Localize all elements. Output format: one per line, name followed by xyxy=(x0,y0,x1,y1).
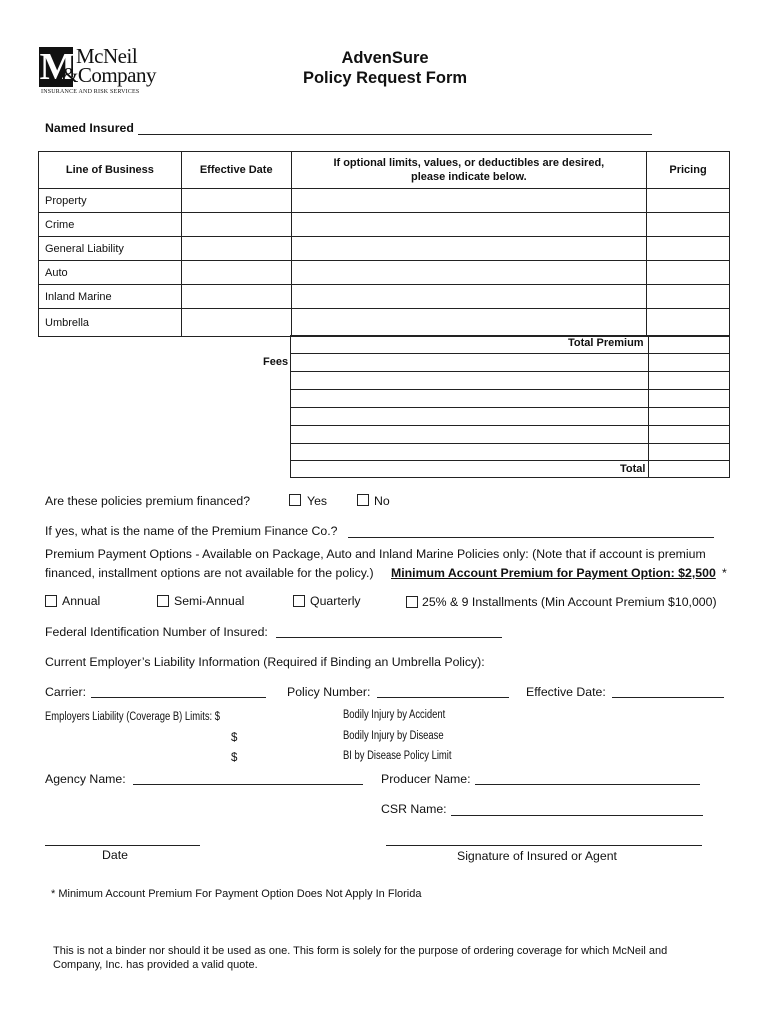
el-limits-label: Employers Liability (Coverage B) Limits: $ xyxy=(45,711,221,723)
financed-yes-label: Yes xyxy=(307,494,328,508)
line-umbrella: Umbrella xyxy=(39,309,182,337)
line-inland-marine: Inland Marine xyxy=(39,285,182,309)
named-insured-field[interactable] xyxy=(138,134,652,135)
table-row xyxy=(39,309,730,337)
carrier-label: Carrier: xyxy=(45,685,86,699)
property-pricing-cell[interactable] xyxy=(647,189,730,213)
limit-dollar-3: $ xyxy=(231,752,238,764)
finance-company-field[interactable] xyxy=(348,537,714,538)
policy-number-label: Policy Number: xyxy=(287,685,371,699)
installments-checkbox[interactable] xyxy=(406,596,418,608)
employer-liability-heading: Current Employer’s Liability Information (Required if Binding an Umbrella Policy): xyxy=(45,655,485,669)
header-optional-limits: If optional limits, values, or deductibles are desired, please indicate below. xyxy=(291,152,646,189)
umbrella-effective-date-cell[interactable] xyxy=(181,309,291,337)
umbrella-pricing-cell[interactable] xyxy=(647,309,730,337)
auto-effective-date-cell[interactable] xyxy=(181,261,291,285)
inland-marine-optional-cell[interactable] xyxy=(291,285,646,309)
fees-label: Fees xyxy=(263,356,289,368)
signature-field[interactable] xyxy=(386,845,702,846)
line-property: Property xyxy=(39,189,182,213)
quarterly-checkbox[interactable] xyxy=(293,595,305,607)
line-crime: Crime xyxy=(39,213,182,237)
policy-number-field[interactable] xyxy=(377,697,509,698)
grid-row-line xyxy=(291,353,729,354)
header-pricing: Pricing xyxy=(647,152,730,189)
general-liability-pricing-cell[interactable] xyxy=(647,237,730,261)
table-row xyxy=(39,189,730,213)
fein-label: Federal Identification Number of Insured: xyxy=(45,625,268,639)
date-label: Date xyxy=(102,848,128,862)
effective-date-label: Effective Date: xyxy=(526,685,606,699)
carrier-field[interactable] xyxy=(91,697,266,698)
annual-label: Annual xyxy=(62,594,101,608)
limit-bodily-injury-disease: Bodily Injury by Disease xyxy=(343,730,444,742)
producer-name-field[interactable] xyxy=(475,784,700,785)
limit-dollar-2: $ xyxy=(231,732,238,744)
minimum-premium-asterisk: * xyxy=(722,566,727,580)
quarterly-label: Quarterly xyxy=(310,594,361,608)
header-line-of-business: Line of Business xyxy=(39,152,182,189)
florida-footnote: * Minimum Account Premium For Payment Option Does Not Apply In Florida xyxy=(51,888,422,900)
financed-no-checkbox[interactable] xyxy=(357,494,369,506)
agency-name-label: Agency Name: xyxy=(45,772,126,786)
total-premium-label: Total Premium xyxy=(568,337,644,349)
payment-options-text-line1: Premium Payment Options - Available on Package, Auto and Inland Marine Policies only: (Note that if account is premium xyxy=(45,547,706,561)
installments-label: 25% & 9 Installments (Min Account Premium $10,000) xyxy=(422,595,717,609)
line-general-liability: General Liability xyxy=(39,237,182,261)
fein-field[interactable] xyxy=(276,637,502,638)
fees-grid xyxy=(290,335,730,478)
minimum-premium-note: Minimum Account Premium for Payment Option: $2,500 xyxy=(391,566,716,580)
table-row xyxy=(39,261,730,285)
logo-mark: M xyxy=(39,46,73,88)
table-header-row xyxy=(39,152,730,189)
inland-marine-effective-date-cell[interactable] xyxy=(181,285,291,309)
table-row xyxy=(39,213,730,237)
property-optional-cell[interactable] xyxy=(291,189,646,213)
property-effective-date-cell[interactable] xyxy=(181,189,291,213)
coverage-table xyxy=(38,151,730,337)
form-title: AdvenSure xyxy=(341,49,429,67)
header-effective-date: Effective Date xyxy=(181,152,291,189)
named-insured-label: Named Insured xyxy=(45,121,134,135)
csr-name-label: CSR Name: xyxy=(381,802,447,816)
auto-optional-cell[interactable] xyxy=(291,261,646,285)
csr-name-field[interactable] xyxy=(451,815,703,816)
producer-name-label: Producer Name: xyxy=(381,772,471,786)
logo-tagline: INSURANCE AND RISK SERVICES xyxy=(41,89,140,95)
crime-pricing-cell[interactable] xyxy=(647,213,730,237)
grid-row-line xyxy=(291,443,729,444)
umbrella-optional-cell[interactable] xyxy=(291,309,646,337)
agency-name-field[interactable] xyxy=(133,784,363,785)
financed-yes-checkbox[interactable] xyxy=(289,494,301,506)
payment-options-text-line2: financed, installment options are not available for the policy.) xyxy=(45,566,374,580)
table-row xyxy=(39,237,730,261)
financed-no-label: No xyxy=(374,494,390,508)
table-row xyxy=(39,285,730,309)
disclaimer-line1: This is not a binder nor should it be used as one. This form is solely for the purpose of ordering coverage for which McNeil and xyxy=(53,945,668,957)
disclaimer-line2: Company, Inc. has provided a valid quote. xyxy=(53,959,258,971)
general-liability-effective-date-cell[interactable] xyxy=(181,237,291,261)
signature-label: Signature of Insured or Agent xyxy=(457,849,617,863)
grid-row-line xyxy=(291,389,729,390)
inland-marine-pricing-cell[interactable] xyxy=(647,285,730,309)
limit-bi-disease-policy: BI by Disease Policy Limit xyxy=(343,750,452,762)
grid-row-line xyxy=(291,407,729,408)
annual-checkbox[interactable] xyxy=(45,595,57,607)
logo-name-top: McNeil xyxy=(76,44,138,68)
auto-pricing-cell[interactable] xyxy=(647,261,730,285)
crime-optional-cell[interactable] xyxy=(291,213,646,237)
crime-effective-date-cell[interactable] xyxy=(181,213,291,237)
semi-annual-label: Semi-Annual xyxy=(174,594,245,608)
date-signature-field[interactable] xyxy=(45,845,200,846)
semi-annual-checkbox[interactable] xyxy=(157,595,169,607)
form-subtitle: Policy Request Form xyxy=(302,69,468,87)
grid-row-line xyxy=(291,425,729,426)
finance-company-label: If yes, what is the name of the Premium Finance Co.? xyxy=(45,524,338,538)
grid-row-line xyxy=(291,371,729,372)
total-label: Total xyxy=(620,463,646,475)
premium-financed-question: Are these policies premium financed? xyxy=(45,494,251,508)
effective-date-field[interactable] xyxy=(612,697,724,698)
line-auto: Auto xyxy=(39,261,182,285)
logo-name-bottom: &Company xyxy=(62,63,156,87)
grid-row-line xyxy=(291,460,729,461)
limit-bodily-injury-accident: Bodily Injury by Accident xyxy=(343,709,446,721)
general-liability-optional-cell[interactable] xyxy=(291,237,646,261)
